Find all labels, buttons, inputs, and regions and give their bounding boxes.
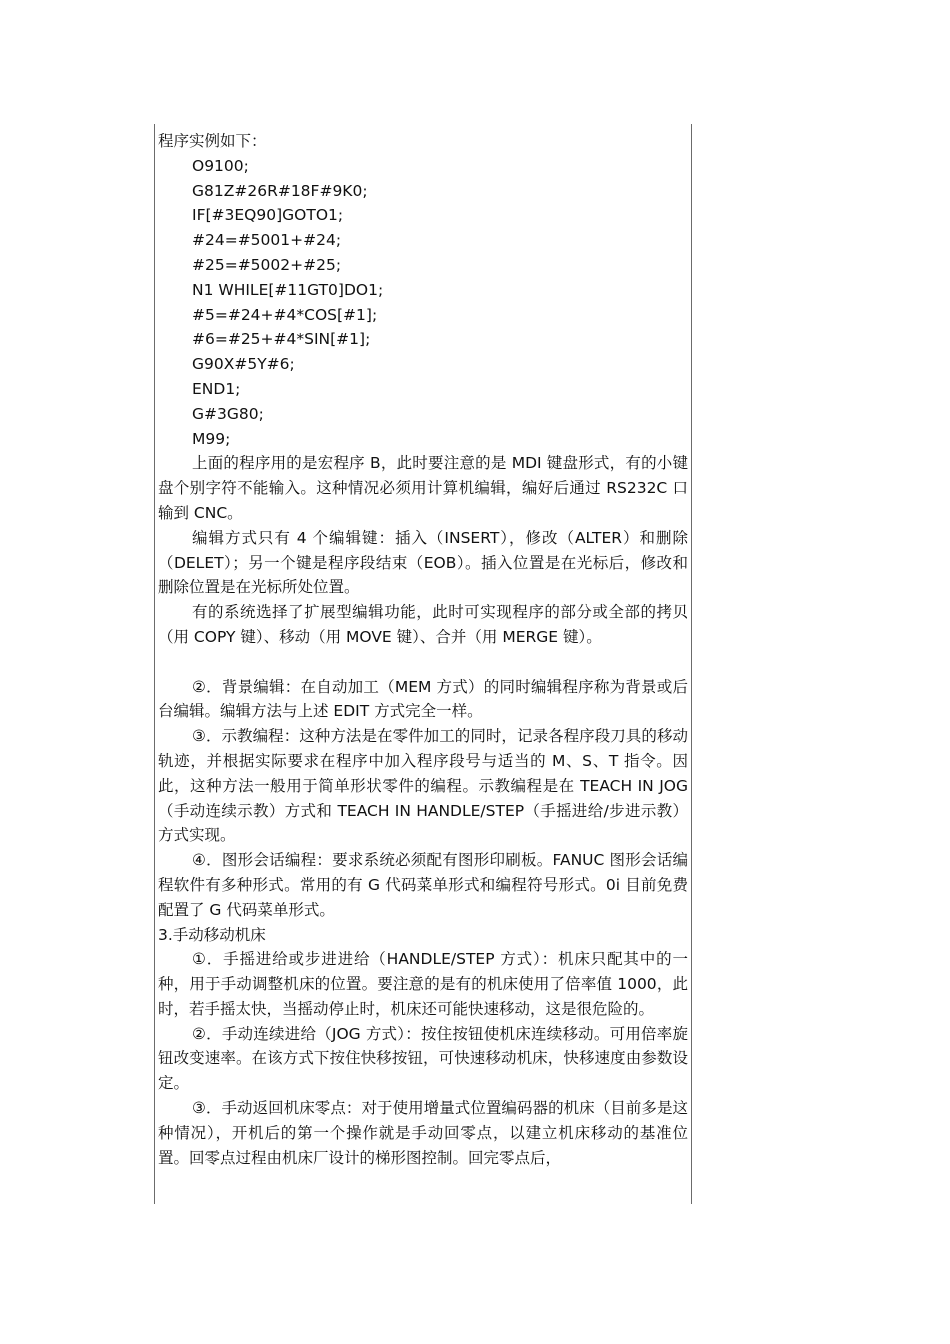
code-line: #5=#24+#4*COS[#1]; (192, 305, 378, 324)
section-heading: 3.手动移动机床 (158, 925, 266, 944)
code-line: G90X#5Y#6; (192, 355, 295, 374)
document-body (158, 129, 688, 1170)
code-line: M99; (192, 429, 231, 448)
paragraph-jog: ②．手动连续进给（JOG 方式）：按住按钮使机床连续移动。可用倍率旋钮改变速率。在该方式下按住快移按钮，可快速移动机床，快移速度由参数设定。 (158, 1024, 688, 1093)
code-line: G81Z#26R#18F#9K0; (192, 181, 368, 200)
code-line: END1; (192, 379, 241, 398)
code-line: IF[#3EQ90]GOTO1; (192, 206, 344, 225)
paragraph-edit-keys: 编辑方式只有 4 个编辑键：插入（INSERT），修改（ALTER）和删除（DELET）；另一个键是程序段结束（EOB）。插入位置是在光标后，修改和删除位置是在光标所处位置。 (158, 528, 688, 597)
paragraph-extended-edit: 有的系统选择了扩展型编辑功能，此时可实现程序的部分或全部的拷贝（用 COPY 键）、移动（用 MOVE 键）、合并（用 MERGE 键）。 (158, 603, 688, 646)
paragraph-graphic-programming: ④．图形会话编程：要求系统必须配有图形印刷板。FANUC 图形会话编程软件有多种形式。常用的有 G 代码菜单形式和编程符号形式。0i 目前免费配置了 G 代码菜单形式。 (158, 851, 688, 919)
code-line: N1 WHILE[#11GT0]DO1; (192, 280, 384, 299)
blank-line (158, 650, 688, 675)
paragraph-macro-note: 上面的程序用的是宏程序 B，此时要注意的是 MDI 键盘形式，有的小键盘个别字符不能输入。这种情况必须用计算机编辑，编好后通过 RS232C 口输到 CNC。 (158, 454, 688, 522)
code-line: #24=#5001+#24; (192, 231, 342, 250)
paragraph-handle-step: ①．手摇进给或步进进给（HANDLE/STEP 方式）：机床只配其中的一种，用于手动调整机床的位置。要注意的是有的机床使用了倍率值 1000，此时，若手摇太快，当摇动停止时，机床还可能快速移动，这是很危险的。 (158, 950, 688, 1018)
paragraph-teach-programming: ③．示教编程：这种方法是在零件加工的同时，记录各程序段刀具的移动轨迹，并根据实际要求在程序中加入程序段号与适当的 M、S、T 指令。因此，这种方法一般用于简单形状零件的编程。示教编程是在 TEACH IN JOG（手动连续示教）方式和 TEACH IN HANDLE/STEP（手摇进给/步进示教）方式实现。 (158, 727, 688, 845)
intro-text: 程序实例如下： (158, 132, 267, 150)
code-line: #25=#5002+#25; (192, 255, 342, 274)
code-line: O9100; (192, 156, 249, 175)
code-block (158, 154, 688, 452)
code-line: #6=#25+#4*SIN[#1]; (192, 330, 371, 349)
paragraph-return-zero: ③．手动返回机床零点：对于使用增量式位置编码器的机床（目前多是这种情况），开机后的第一个操作就是手动回零点，以建立机床移动的基准位置。回零点过程由机床厂设计的梯形图控制。回完零点后， (158, 1099, 688, 1167)
paragraph-background-edit: ②．背景编辑：在自动加工（MEM 方式）的同时编辑程序称为背景或后台编辑。编辑方法与上述 EDIT 方式完全一样。 (158, 677, 688, 721)
code-line: G#3G80; (192, 404, 264, 423)
